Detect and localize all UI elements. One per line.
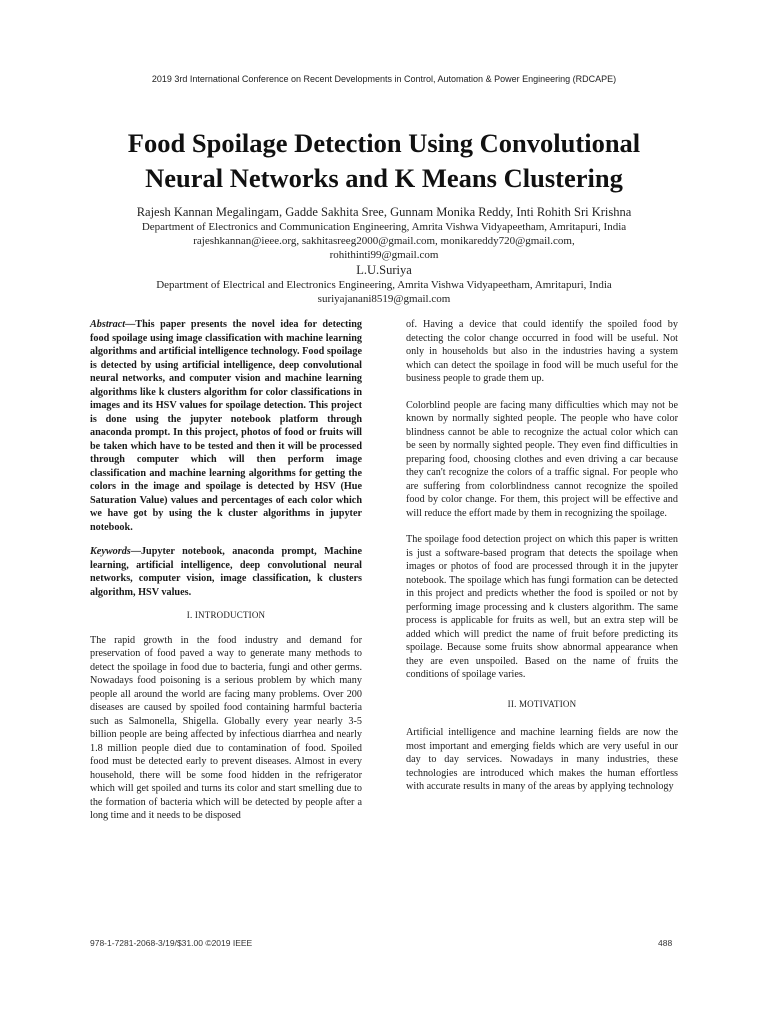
motivation-paragraph-1: Artificial intelligence and machine learning fields are now the most important and emerging fields which are very useful in our day to day services. Nowadays in many industries, these technologies are introduced which makes the human effortless with accurate results in many of the areas by applying technology [406,727,678,792]
department-1: Department of Electronics and Communication Engineering, Amrita Vishwa Vidyapeetham, Amritapuri, India [141,221,627,233]
intro-paragraph-1: The rapid growth in the food industry and demand for preservation of food paved a way to generate many methods to detect the spoilage in food due to bacteria, fungi and other germs. Nowadays food poisoning is a serious problem by which many people all around the world are facing many problems. Over 200 diseases are caused by spoiled food containing harmful bacteria such as Salmonella, Shigella. Globally every year nearly 3-5 billion people are being affected by infectious diarrhea and nearly 1.8 million people died due to contamination of food. Spoiled food must be detected early to prevent diseases. Almost in every household, there will be some food hidden in the refrigerator which will get spoiled and turns its color and start smelling due to the formation of bacteria which will be detected by people after a long time and it needs to be disposed [90,634,362,821]
right-paragraph-1: of. Having a device that could identify the spoiled food by detecting the color change occurred in food will be useful. Not only in households but also in the industries having a system which can detect the spoilage in food will be much useful for the business people to grade them up. [406,319,678,384]
right-paragraph-2: Colorblind people are facing many difficulties which may not be known by normally sighted people. The people who have color blindness cannot be able to recognize the actual color which can be seen by normally sighted people. They even find difficulties in preparing food, choosing clothes and even driving a car because they can't recognize the colors of a traffic signal. For people who are suffering from colorblindness cannot recognize the spoiled food by color change. For them, this project will be effective and will reduce the effort made by them in recognizing the spoilage. [406,399,678,519]
keywords-label: Keywords [90,546,131,557]
abstract-dash: — [125,319,136,330]
department-2: Department of Electrical and Electronics Engineering, Amrita Vishwa Vidyapeetham, Amritapuri, India [156,279,612,291]
emails-1: rajeshkannan@ieee.org, sakhitasreeg2000@gmail.com, monikareddy720@gmail.com, [193,235,575,247]
abstract [90,318,362,534]
left-column [90,318,362,823]
emails-2: suriyajanani8519@gmail.com [317,293,451,305]
abstract-text: This paper presents the novel idea for detecting food spoilage using image classification with machine learning algorithms and artificial intelligence technology. Food spoilage is detected by using artificial intelligence, deep convolutional neural networks, and computer vision and machine learning algorithms like k clusters algorithm for color classifications in images and its HSV values for spoilage detection. This project is done using the jupyter notebook platform through anaconda prompt. In this project, photos of food or fruits will be taken which have to be tested and then it will be processed through computer which will then perform image classification and machine learning algorithms for getting the colors in the image and spoilage is detected by HSV (Hue Saturation Value) values and percentages of each color which we have got by using the k cluster algorithms in jupyter notebook. [90,319,362,533]
title-line-2: Neural Networks and K Means Clustering [145,163,623,193]
abstract-label: Abstract [90,319,126,330]
right-column [406,318,678,794]
conference-header: 2019 3rd International Conference on Recent Developments in Control, Automation & Power Engineering (RDCAPE) [151,74,617,84]
title-line-1: Food Spoilage Detection Using Convolutional [127,128,641,158]
author-names-1: Rajesh Kannan Megalingam, Gadde Sakhita Sree, Gunnam Monika Reddy, Inti Rohith Sri Krishna [136,205,632,219]
keywords [90,545,362,599]
section-heading-introduction: I. INTRODUCTION [186,610,266,620]
footer-copyright: 978-1-7281-2068-3/19/$31.00 ©2019 IEEE [90,938,253,948]
keywords-text: Jupyter notebook, anaconda prompt, Machine learning, artificial intelligence, deep convolutional neural networks, computer vision, image classification, k clusters algorithm, HSV values. [90,546,362,598]
keywords-dash: — [130,546,141,557]
emails-1b: rohithinti99@gmail.com [329,249,439,261]
right-paragraph-3: The spoilage food detection project on which this paper is written is just a software-based program that detects the spoilage when images or photos of food are processed through it in the jupyter notebook. The spoilage which has fungi formation can be detected in this project and predicts whether the food is spoiled or not by performing image processing and k clusters algorithm. The same process is applicable for fruits as well, but an extra step will be added which will predict the name of fruit before predicting its spoilage. Because some fruits show abnormal appearance when they are even unspoiled. Based on the name of fruits the conditions of spoilage varies. [406,534,678,680]
section-heading-motivation: II. MOTIVATION [507,698,577,709]
paper-title [60,126,708,196]
page-number: 488 [658,938,673,948]
author-block [30,204,738,306]
author-names-2: L.U.Suriya [356,263,412,277]
